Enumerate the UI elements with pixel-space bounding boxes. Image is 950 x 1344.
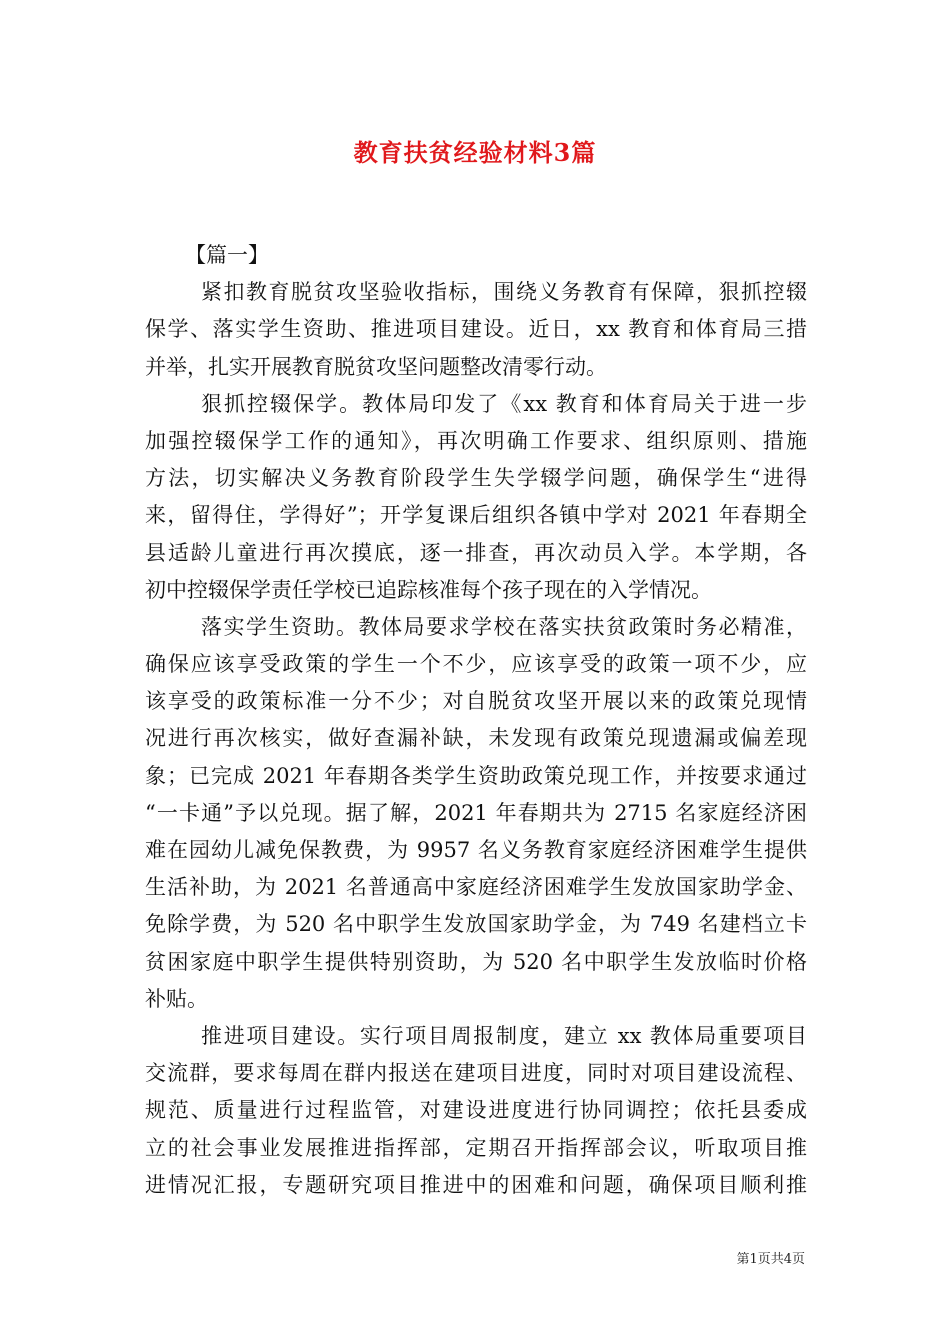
- paragraph-line: 确保应该享受政策的学生一个不少，应该享受的政策一项不少，应: [145, 652, 807, 677]
- paragraph-line: 贫困家庭中职学生提供特别资助，为 520 名中职学生发放临时价格: [145, 949, 807, 974]
- paragraph: [145, 609, 807, 1018]
- paragraph-line: 县适龄儿童进行再次摸底，逐一排查，再次动员入学。本学期，各: [145, 540, 807, 565]
- paragraph-line: 加强控辍保学工作的通知》，再次明确工作要求、组织原则、措施: [145, 428, 807, 453]
- paragraph-line: 方法，切实解决义务教育阶段学生失学辍学问题，确保学生“进得: [145, 466, 807, 491]
- paragraph-line: 狠抓控辍保学。教体局印发了《xx 教育和体育局关于进一步: [201, 391, 807, 416]
- paragraphs: [145, 274, 807, 1204]
- paragraph-line: 交流群，要求每周在群内报送在建项目进度，同时对项目建设流程、: [145, 1061, 807, 1086]
- paragraph-line: 该享受的政策标准一分不少；对自脱贫攻坚开展以来的政策兑现情: [145, 689, 807, 714]
- paragraph-line: 紧扣教育脱贫攻坚验收指标，围绕义务教育有保障，狠抓控辍: [201, 280, 807, 305]
- document-title: 教育扶贫经验材料3篇: [353, 138, 597, 167]
- paragraph-line: “一卡通”予以兑现。据了解，2021 年春期共为 2715 名家庭经济困: [145, 800, 807, 825]
- paragraph-line: 难在园幼儿减免保教费，为 9957 名义务教育家庭经济困难学生提供: [145, 838, 807, 862]
- paragraph-line: 进情况汇报，专题研究项目推进中的困难和问题，确保项目顺利推: [145, 1172, 807, 1197]
- paragraph-line: 生活补助，为 2021 名普通高中家庭经济困难学生发放国家助学金、: [145, 875, 807, 900]
- paragraph-line: 初中控辍保学责任学校已追踪核准每个孩子现在的入学情况。: [145, 577, 712, 602]
- paragraph-line: 补贴。: [145, 986, 208, 1011]
- paragraph-line: 推进项目建设。实行项目周报制度，建立 xx 教体局重要项目: [201, 1023, 807, 1048]
- paragraph-line: 并举，扎实开展教育脱贫攻坚问题整改清零行动。: [145, 354, 607, 379]
- paragraph-line: 来，留得住，学得好”；开学复课后组织各镇中学对 2021 年春期全: [145, 503, 807, 528]
- paragraph-line: 象；已完成 2021 年春期各类学生资助政策兑现工作，并按要求通过: [145, 763, 807, 788]
- paragraph-line: 况进行再次核实，做好查漏补缺，未发现有政策兑现遗漏或偏差现: [145, 726, 807, 751]
- paragraph: [145, 1018, 807, 1204]
- page-number: 第1页共4页: [736, 1252, 805, 1267]
- paragraph-line: 落实学生资助。教体局要求学校在落实扶贫政策时务必精准，: [201, 614, 807, 639]
- paragraph-line: 规范、质量进行过程监管，对建设进度进行协同调控；依托县委成: [145, 1098, 807, 1123]
- paragraph: [145, 274, 807, 386]
- paragraph: [145, 386, 807, 609]
- paragraph-line: 免除学费，为 520 名中职学生发放国家助学金，为 749 名建档立卡: [145, 912, 807, 937]
- section-heading: 【篇一】: [185, 243, 269, 267]
- document-body: [145, 237, 807, 1204]
- paragraph-line: 保学、落实学生资助、推进项目建设。近日，xx 教育和体育局三措: [145, 317, 807, 342]
- paragraph-line: 立的社会事业发展推进指挥部，定期召开指挥部会议，听取项目推: [145, 1135, 807, 1160]
